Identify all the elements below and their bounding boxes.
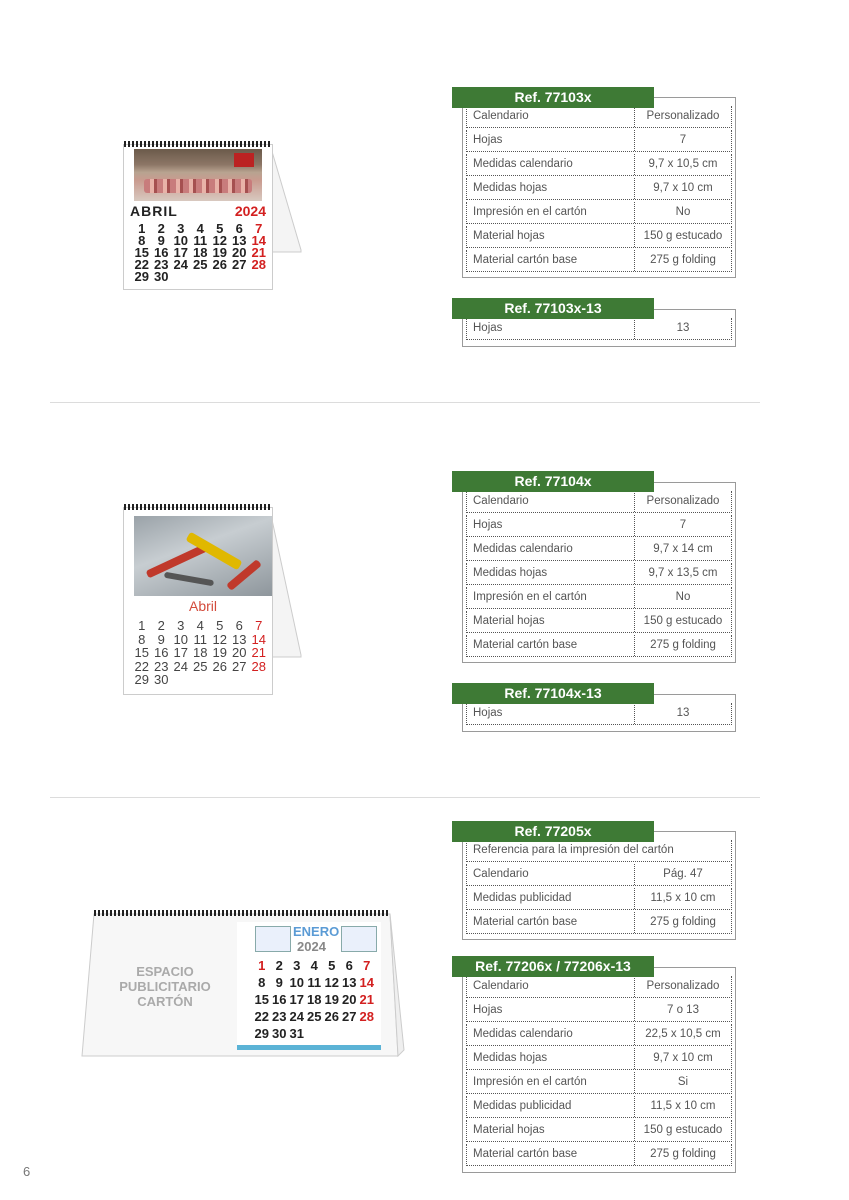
ref-label: Ref. 77205x [452,821,654,842]
calendar-day: 3 [177,221,185,236]
calendar-days-grid [132,221,270,291]
calendar-day: 12 [324,975,339,990]
calendar-day: 14 [251,233,266,248]
calendar-day: 21 [359,992,374,1007]
spec-key: Material cartón base [473,916,578,928]
spec-row [466,864,732,886]
spec-value: 11,5 x 10 cm [634,1096,731,1117]
calendar-day: 9 [275,975,283,990]
spec-row [466,154,732,176]
spec-key: Material hojas [473,1124,545,1136]
spec-key: Medidas hojas [473,182,548,194]
calendar-day: 6 [345,958,353,973]
calendar-day: 3 [177,618,185,633]
calendar-day: 30 [154,269,169,284]
calendar-day: 18 [193,645,208,660]
calendar-day: 28 [359,1009,374,1024]
spec-key: Impresión en el cartón [473,591,587,603]
calendar-day: 19 [212,245,227,260]
calendar-day: 3 [293,958,301,973]
calendar-year: 2024 [297,939,326,954]
spec-row [466,202,732,224]
calendar-day: 2 [157,618,165,633]
spec-row [466,1144,732,1166]
spec-value: Si [634,1072,731,1093]
calendar-day: 22 [134,257,149,272]
spec-box [462,97,736,278]
calendar-day: 15 [254,992,269,1007]
spec-value: 275 g folding [634,250,731,271]
ref-label: Ref. 77103x-13 [452,298,654,319]
calendar-day: 8 [138,233,146,248]
spec-row [466,1072,732,1094]
calendar-day: 23 [272,1009,287,1024]
calendar-day: 16 [154,245,169,260]
calendar-day: 4 [196,618,204,633]
spec-value: Personalizado [634,976,731,997]
calendar-day: 11 [193,631,207,647]
spec-value: 150 g estucado [634,226,731,247]
calendar-day: 6 [235,221,243,236]
calendar-day: 26 [324,1009,339,1024]
desk-calendar-77103x-image [123,140,303,290]
butcher-shop-photo [134,149,262,201]
spec-key: Calendario [473,110,529,122]
spiral-binding [124,141,272,147]
spiral-binding [94,910,390,916]
calendar-days-grid [132,618,270,693]
spec-key: Hojas [473,322,503,334]
spec-key: Hojas [473,519,503,531]
spec-key: Impresión en el cartón [473,1076,587,1088]
spec-row [466,1096,732,1118]
calendar-month: Abril [188,598,217,614]
calendar-day: 9 [157,233,165,248]
spec-key: Calendario [473,495,529,507]
calendar-day: 25 [193,658,208,674]
spec-row [466,539,732,561]
tools-photo [134,516,272,596]
calendar-day: 18 [307,992,322,1007]
spec-row [466,611,732,633]
calendar-day: 8 [258,975,266,990]
calendar-day: 14 [359,975,374,990]
calendar-day: 6 [235,618,243,633]
spec-row [466,106,732,128]
calendar-day: 5 [216,618,224,633]
desk-calendar-77205x-image [80,910,406,1060]
calendar-day: 4 [310,958,318,973]
ref-label: Ref. 77104x-13 [452,683,654,704]
spec-key: Material cartón base [473,639,578,651]
calendar-day: 28 [251,257,266,272]
calendar-day: 17 [173,245,188,260]
ref-label: Ref. 77103x [452,87,654,108]
calendar-day: 16 [272,992,287,1007]
calendar-day: 16 [154,645,169,660]
spec-value: 9,7 x 10,5 cm [634,154,731,175]
calendar-day: 29 [254,1026,269,1041]
calendar-day: 13 [342,975,357,990]
calendar-day: 25 [193,257,208,272]
spec-key: Material hojas [473,230,545,242]
calendar-day: 15 [134,245,149,260]
calendar-day: 4 [196,221,204,236]
spec-key: Hojas [473,134,503,146]
calendar-day: 10 [173,631,188,647]
spec-row [466,563,732,585]
spec-value: 9,7 x 10 cm [634,1048,731,1069]
spec-box [462,831,736,940]
spec-row [466,587,732,609]
calendar-sheet [123,144,273,290]
spec-key: Hojas [473,1004,503,1016]
calendar-day: 11 [193,233,208,248]
calendar-day: 29 [134,672,149,687]
calendar-day: 1 [138,221,146,236]
calendar-day: 12 [212,233,227,248]
calendar-day: 5 [328,958,336,973]
calendar-day: 25 [307,1009,322,1024]
spec-row [466,1024,732,1046]
spec-key: Impresión en el cartón [473,206,587,218]
section-divider [50,402,760,403]
calendar-day: 27 [232,658,247,674]
spec-key: Hojas [473,707,503,719]
spec-value: 22,5 x 10,5 cm [634,1024,731,1045]
calendar-day: 7 [255,221,263,236]
spec-row [466,703,732,725]
calendar-day: 8 [138,631,146,647]
spec-row [466,130,732,152]
spec-key: Referencia para la impresión del cartón [473,844,674,856]
spec-key: Medidas publicidad [473,892,572,904]
desk-calendar-77104x-image [123,505,303,695]
calendar-day: 26 [212,658,227,674]
calendar-day: 20 [232,245,247,260]
calendar-day: 26 [212,257,227,272]
spec-row [466,318,732,340]
calendar-day: 13 [232,233,247,248]
calendar-day: 24 [173,658,188,674]
spec-value: No [634,202,731,223]
calendar-days-grid [253,958,377,1044]
calendar-day: 1 [138,618,146,633]
calendar-day: 27 [232,257,247,272]
calendar-sheet [123,507,273,695]
mini-month-right [341,926,377,952]
spec-key: Medidas hojas [473,1052,548,1064]
calendar-day: 28 [251,658,266,674]
spec-value: 11,5 x 10 cm [634,888,731,909]
spec-value: 275 g folding [634,1144,731,1165]
calendar-day: 12 [212,631,227,647]
spec-box [462,967,736,1173]
calendar-day: 23 [154,658,169,674]
calendar-day: 1 [258,958,266,973]
calendar-day: 2 [157,221,165,236]
spec-row [466,178,732,200]
spec-key: Material cartón base [473,1148,578,1160]
calendar-month: ABRIL [130,203,178,219]
spec-row [466,888,732,910]
spec-value: 13 [634,318,731,339]
calendar-day: 24 [173,257,188,272]
spec-key: Medidas calendario [473,158,573,170]
calendar-day: 19 [324,992,339,1007]
spec-value: 13 [634,703,731,724]
spec-row [466,515,732,537]
calendar-day: 5 [216,221,224,236]
calendar-day: 10 [173,233,188,248]
calendar-day: 30 [154,672,169,687]
calendar-day: 10 [289,975,304,990]
calendar-sheet [237,922,381,1050]
calendar-month: ENERO [293,924,340,939]
spec-value: 9,7 x 10 cm [634,178,731,199]
calendar-day: 22 [134,658,149,674]
spec-row [466,250,732,272]
spec-value: Personalizado [634,491,731,512]
spec-row [466,491,732,513]
spec-key: Medidas calendario [473,543,573,555]
calendar-day: 21 [251,245,266,260]
spec-key: Material hojas [473,615,545,627]
spec-value: Pág. 47 [634,864,731,885]
calendar-day: 11 [307,975,322,990]
spec-value: 7 [634,515,731,536]
calendar-day: 17 [289,992,304,1007]
spec-key: Material cartón base [473,254,578,266]
calendar-day: 17 [173,645,188,660]
spiral-binding [124,504,272,510]
ref-label: Ref. 77206x / 77206x-13 [452,956,654,977]
calendar-day: 9 [157,631,165,647]
spec-row [466,912,732,934]
calendar-day: 20 [342,992,357,1007]
page-number: 6 [23,1164,31,1179]
calendar-day: 24 [289,1009,304,1024]
ref-label: Ref. 77104x [452,471,654,492]
spec-row [466,1048,732,1070]
calendar-day: 19 [212,645,227,660]
spec-value: 7 [634,130,731,151]
spec-value: 150 g estucado [634,611,731,632]
spec-value: 150 g estucado [634,1120,731,1141]
spec-row [466,840,732,862]
calendar-day: 15 [134,645,149,660]
spec-row [466,976,732,998]
calendar-day: 22 [254,1009,269,1024]
calendar-day: 14 [251,631,266,647]
calendar-day: 7 [255,618,263,633]
spec-value: Personalizado [634,106,731,127]
spec-key: Calendario [473,868,529,880]
spec-value: 9,7 x 14 cm [634,539,731,560]
spec-row [466,226,732,248]
calendar-day: 30 [272,1026,287,1041]
calendar-day: 13 [232,631,247,647]
spec-value: No [634,587,731,608]
calendar-day: 31 [289,1026,304,1041]
spec-key: Medidas publicidad [473,1100,572,1112]
calendar-day: 29 [134,269,149,284]
spec-box [462,482,736,663]
spec-row [466,1120,732,1142]
calendar-day: 20 [232,645,247,660]
calendar-day: 27 [342,1009,357,1024]
calendar-day: 21 [251,645,266,660]
calendar-day: 18 [193,245,208,260]
spec-key: Medidas hojas [473,567,548,579]
calendar-year: 2024 [234,203,266,219]
spec-value: 9,7 x 13,5 cm [634,563,731,584]
calendar-day: 23 [154,257,169,272]
spec-row [466,1000,732,1022]
calendar-day: 7 [363,958,371,973]
spec-key: Medidas calendario [473,1028,573,1040]
spec-key: Calendario [473,980,529,992]
calendar-day: 2 [275,958,283,973]
spec-value: 7 o 13 [634,1000,731,1021]
spec-value: 275 g folding [634,912,731,933]
mini-month-left [255,926,291,952]
spec-row [466,635,732,657]
calendar-bottom-stripe [237,1045,381,1050]
advertising-space-label: ESPACIO PUBLICITARIO CARTÓN [119,964,211,1009]
spec-value: 275 g folding [634,635,731,656]
section-divider [50,797,760,798]
